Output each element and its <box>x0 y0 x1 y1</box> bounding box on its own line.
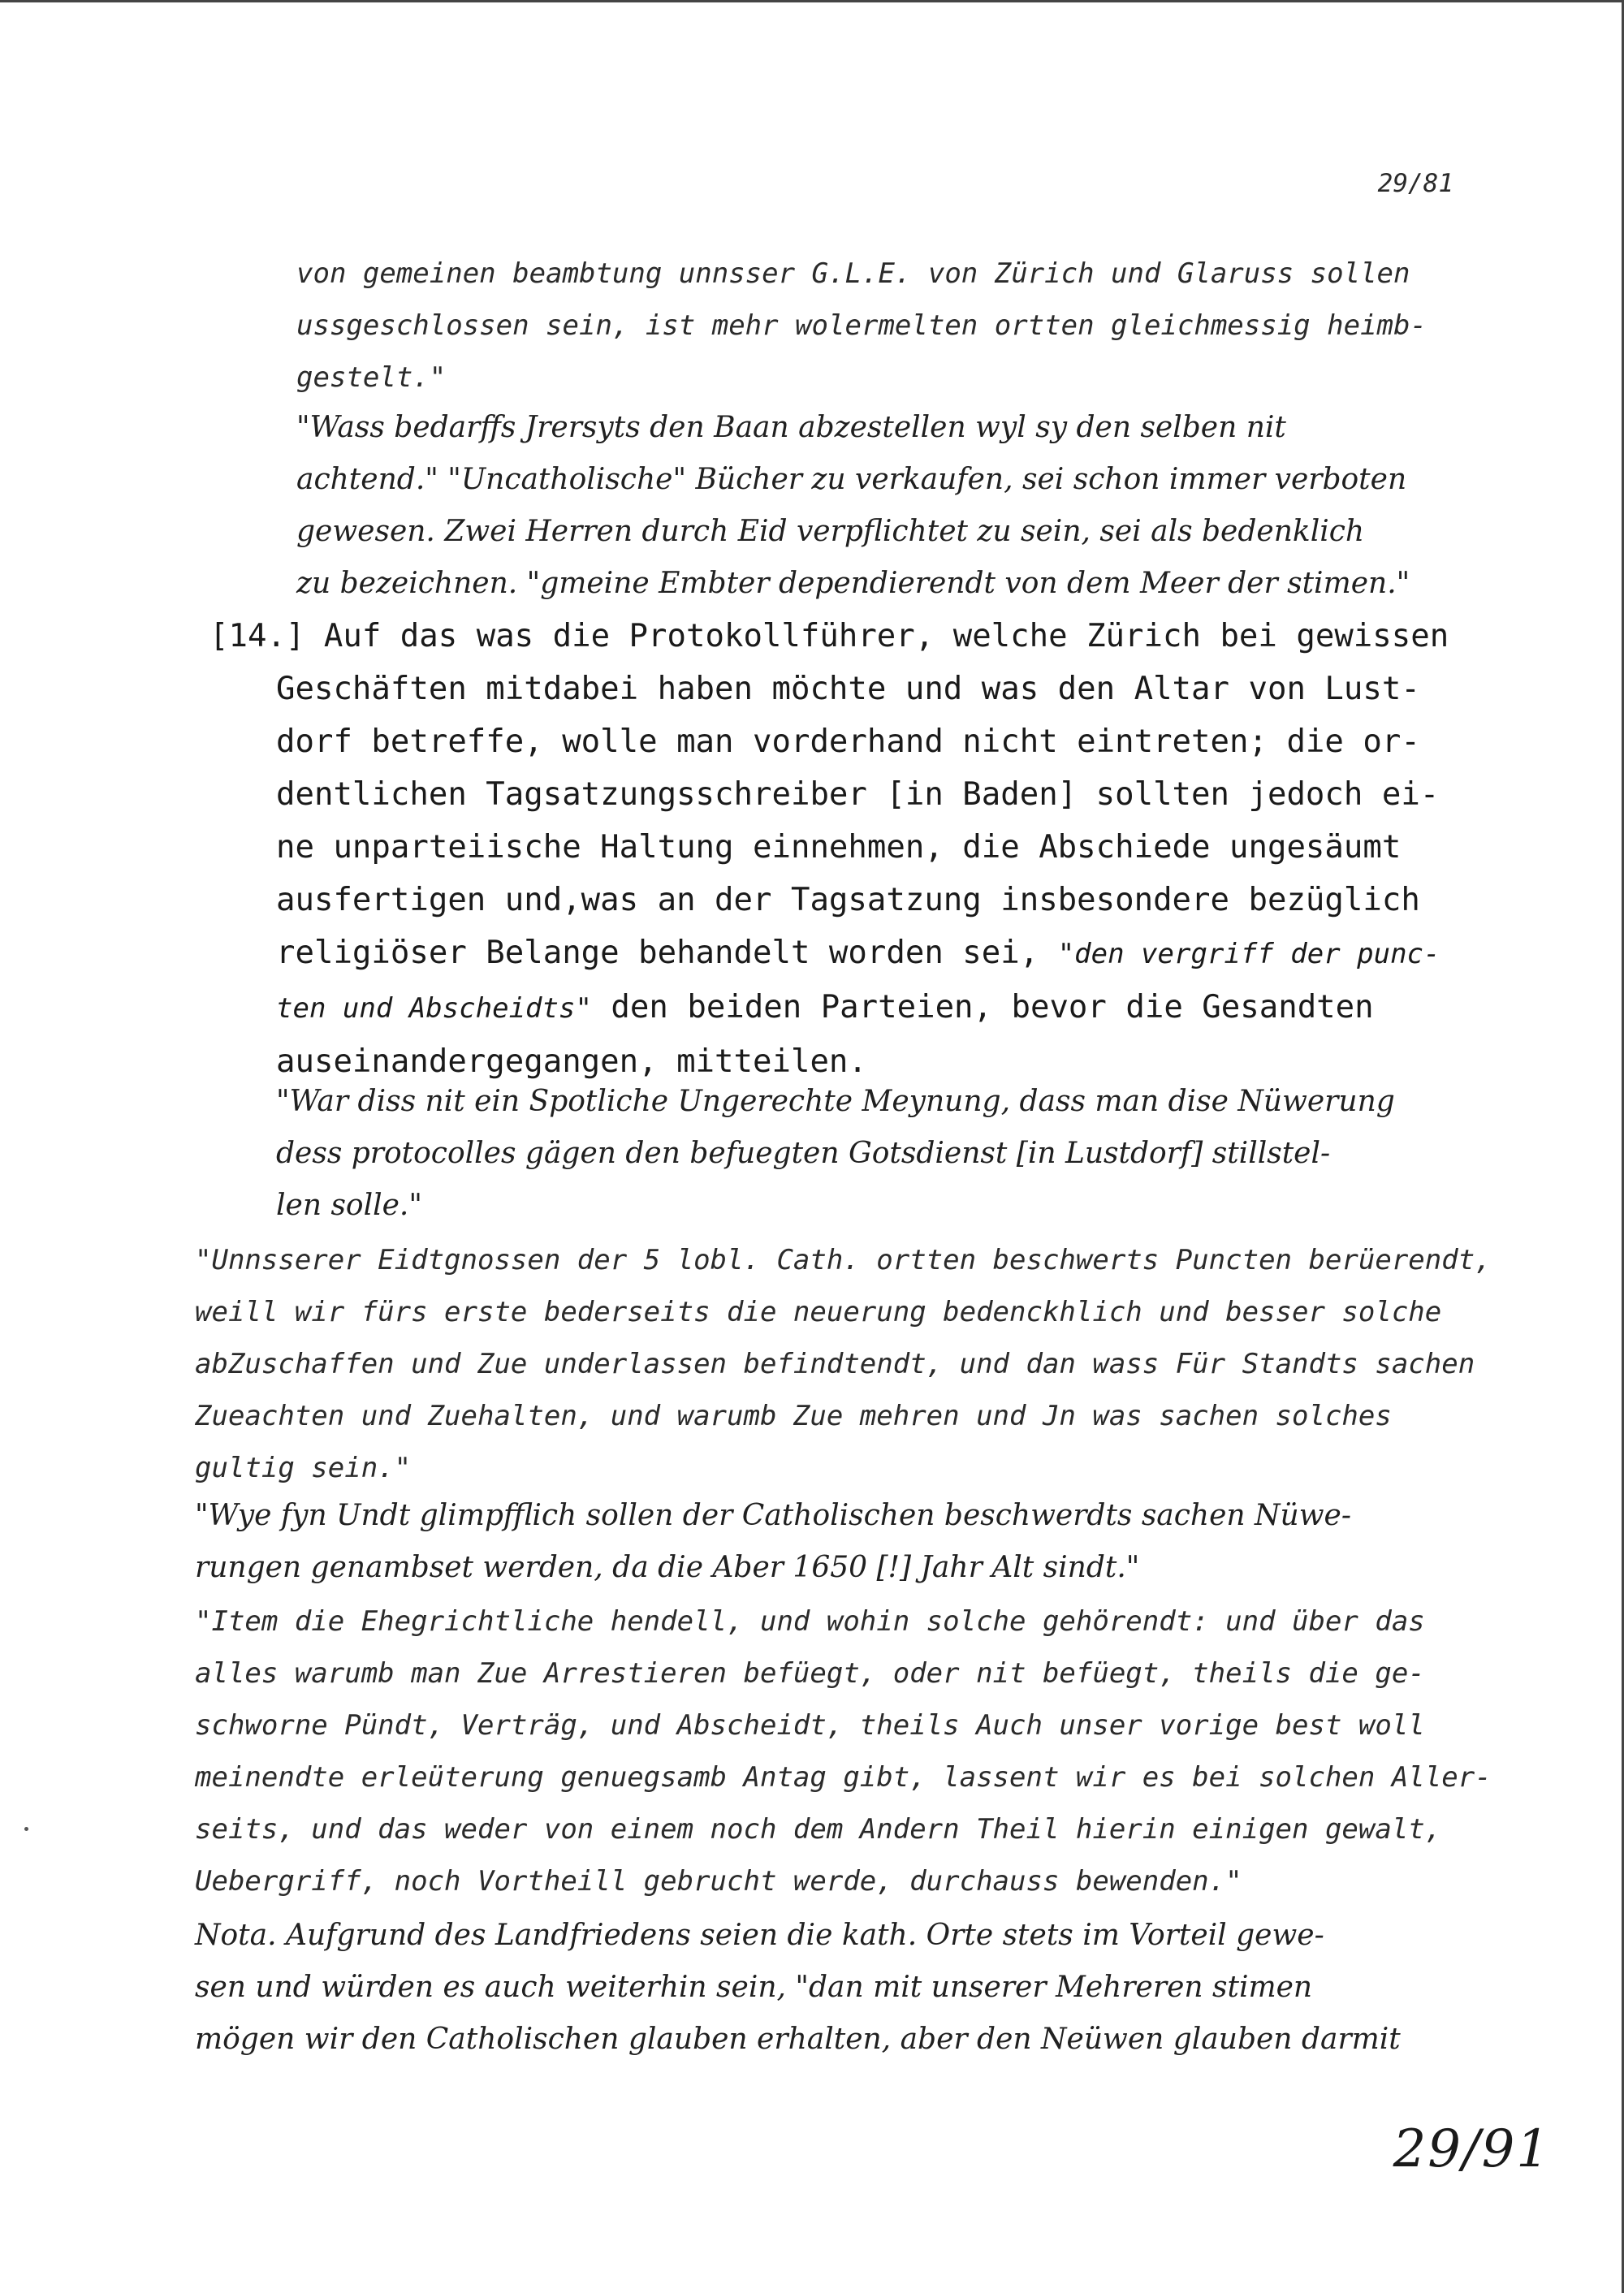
quote-line: dess protocolles gägen den befuegten Gotsdienst [in Lustdorf] stillstel- <box>276 1137 1331 1170</box>
inline-quote: "den vergriff der punc- <box>1057 938 1440 970</box>
quote-block-4 <box>195 1234 1492 1494</box>
section-14-paragraph <box>209 610 1449 1088</box>
quote-line: gewesen. Zwei Herren durch Eid verpflichtet zu sein, sei als bedenklich <box>296 515 1365 548</box>
paragraph-line: ausfertigen und,was an der Tagsatzung insbesondere bezüglich <box>276 882 1420 918</box>
quote-line: schworne Pündt, Verträg, und Abscheidt, theils Auch unser vorige best woll <box>195 1709 1425 1742</box>
paragraph-text: religiöser Belange behandelt worden sei, <box>276 935 1058 971</box>
note-line: mögen wir den Catholischen glauben erhalten, aber den Neüwen glauben darmit <box>195 2023 1401 2056</box>
quote-line: von gemeinen beambtung unnsser G.L.E. von Zürich und Glaruss sollen <box>296 257 1410 290</box>
inline-quote: ten und Abscheidts" <box>276 992 592 1025</box>
quote-line: "Wass bedarffs Jrersyts den Baan abzestellen wyl sy den selben nit <box>296 411 1286 444</box>
page-edge-top <box>0 0 1624 2</box>
quote-line: achtend." "Uncatholische" Bücher zu verkaufen, sei schon immer verboten <box>296 463 1407 496</box>
paragraph-line: dorf betreffe, wolle man vorderhand nicht eintreten; die or- <box>276 723 1420 760</box>
quote-line: gestelt." <box>296 361 447 394</box>
paragraph-line: ne unparteiische Haltung einnehmen, die Abschiede ungesäumt <box>276 829 1402 866</box>
paragraph-line: auseinandergegangen, mitteilen. <box>276 1043 867 1080</box>
quote-line: "Unnsserer Eidtgnossen der 5 lobl. Cath. ortten beschwerts Puncten berüerendt, <box>195 1244 1492 1276</box>
paragraph-line <box>209 926 1449 981</box>
handwritten-page-number: 29/91 <box>1393 2119 1551 2179</box>
quote-block-6 <box>195 1596 1492 1907</box>
paragraph-line: Geschäften mitdabei haben möchte und was den Altar von Lust- <box>276 671 1420 707</box>
note-line: sen und würden es auch weiterhin sein, "dan mit unserer Mehreren stimen <box>195 1971 1313 2004</box>
quote-block-5 <box>195 1490 1351 1594</box>
quote-block-1 <box>296 248 1427 404</box>
paragraph-line <box>209 981 1449 1035</box>
quote-line: seits, und das weder von einem noch dem Andern Theil hierin einigen gewalt, <box>195 1813 1442 1846</box>
quote-line: "Wye fyn Undt glimpfflich sollen der Catholischen beschwerdts sachen Nüwe- <box>195 1499 1352 1532</box>
nota-block <box>195 1910 1401 2066</box>
quote-line: zu bezeichnen. "gmeine Embter dependierendt von dem Meer der stimen." <box>296 567 1410 600</box>
paragraph-text: den beiden Parteien, bevor die Gesandten <box>591 989 1374 1026</box>
quote-line: rungen genambset werden, da die Aber 1650 [!] Jahr Alt sindt." <box>195 1551 1140 1584</box>
quote-line: meinendte erleüterung genuegsamb Antag gibt, lassent wir es bei solchen Aller- <box>195 1761 1492 1794</box>
paragraph-line: [14.] Auf das was die Protokollführer, welche Zürich bei gewissen <box>209 618 1449 654</box>
quote-line: alles warumb man Zue Arrestieren befüegt, oder nit befüegt, theils die ge- <box>195 1657 1425 1690</box>
quote-line: ussgeschlossen sein, ist mehr wolermelten ortten gleichmessig heimb- <box>296 309 1427 342</box>
quote-block-2 <box>296 402 1410 610</box>
quote-line: Zueachten und Zuehalten, und warumb Zue mehren und Jn was sachen solches <box>195 1400 1392 1432</box>
quote-line: weill wir fürs erste bederseits die neuerung bedenckhlich und besser solche <box>195 1296 1442 1328</box>
quote-line: gultig sein." <box>195 1452 412 1484</box>
page-number: 29/81 <box>1377 169 1453 198</box>
quote-line: "Item die Ehegrichtliche hendell, und wohin solche gehörendt: und über das <box>195 1605 1425 1638</box>
quote-line: len solle." <box>276 1189 422 1222</box>
quote-line: "War diss nit ein Spotliche Ungerechte Meynung, dass man dise Nüwerung <box>276 1085 1395 1118</box>
quote-line: Uebergriff, noch Vortheill gebrucht werde, durchauss bewenden." <box>195 1865 1242 1898</box>
paragraph-line: dentlichen Tagsatzungsschreiber [in Baden] sollten jedoch ei- <box>276 776 1440 813</box>
note-line: Nota. Aufgrund des Landfriedens seien die kath. Orte stets im Vorteil gewe- <box>195 1919 1324 1952</box>
scan-speck <box>24 1827 28 1831</box>
quote-line: abZuschaffen und Zue underlassen befindtendt, und dan wass Für Standts sachen <box>195 1348 1475 1380</box>
quote-block-3 <box>276 1076 1395 1232</box>
